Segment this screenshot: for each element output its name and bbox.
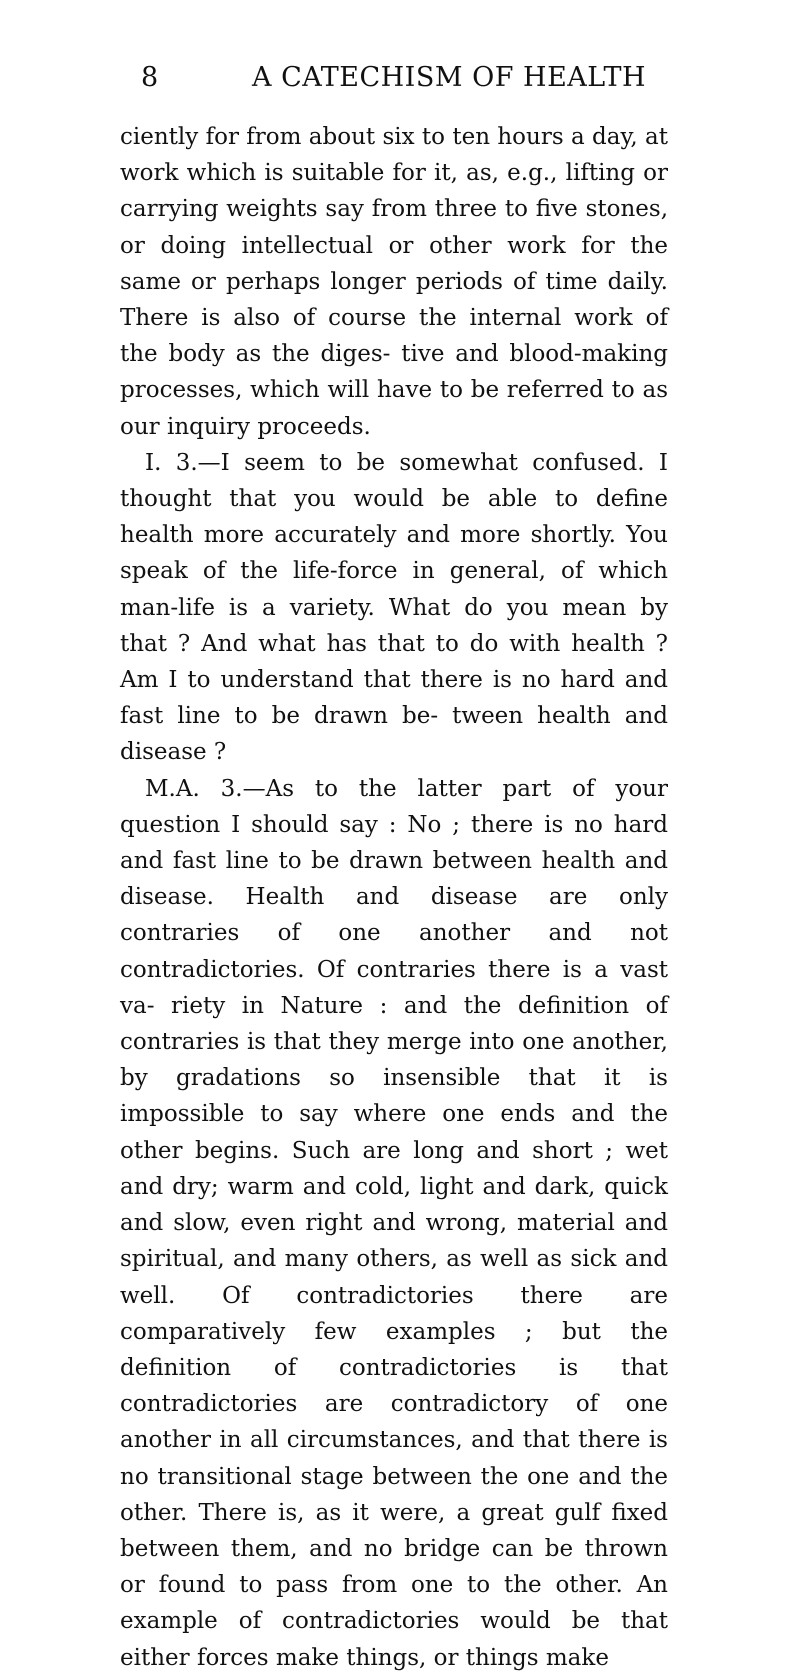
paragraph-continuation: ciently for from about six to ten hours a day, at work which is suitable for it, as, e.g., lifting or carrying weights say from three to five stones, or doing intellectual or other work for the same or perhaps longer periods of time daily. There is also of course the internal work of the body as the diges- tive and blood-making processes, which will have to be referred to as our inquiry proceeds. (120, 124, 668, 440)
running-head (141, 62, 681, 102)
paragraph-answer-ma3: M.A. 3.—As to the latter part of your question I should say : No ; there is no hard and fast line to be drawn between health and disease. Health and disease are only contraries of one another and not contradictories. Of contraries there is a vast va- riety in Nature : and the definition of contraries is that they merge into one another, by gradations so insensible that it is impossible to say where one ends and the other begins. Such are long and short ; wet and dry; warm and cold, light and dark, quick and slow, even right and wrong, material and spiritual, and many others, as well as sick and well. Of contradictories there are comparatively few examples ; but the definition of contradictories is that contradictories are contradictory of one another in all circumstances, and that there is no transitional stage between the one and the other. There is, as it were, a great gulf fixed between them, and no bridge can be thrown or found to pass from one to the other. An example of contradictories would be that either forces make things, or things make (120, 775, 668, 1671)
running-title: A CATECHISM OF HEALTH (252, 62, 647, 93)
page-number: 8 (141, 62, 159, 93)
paragraph-question-i3: I. 3.—I seem to be somewhat confused. I thought that you would be able to define health more accurately and more shortly. You speak of the life-force in general, of which man-life is a variety. What do you mean by that ? And what has that to do with health ? Am I to understand that there is no hard and fast line to be drawn be- tween health and disease ? (120, 449, 668, 766)
body-text (120, 119, 668, 1676)
